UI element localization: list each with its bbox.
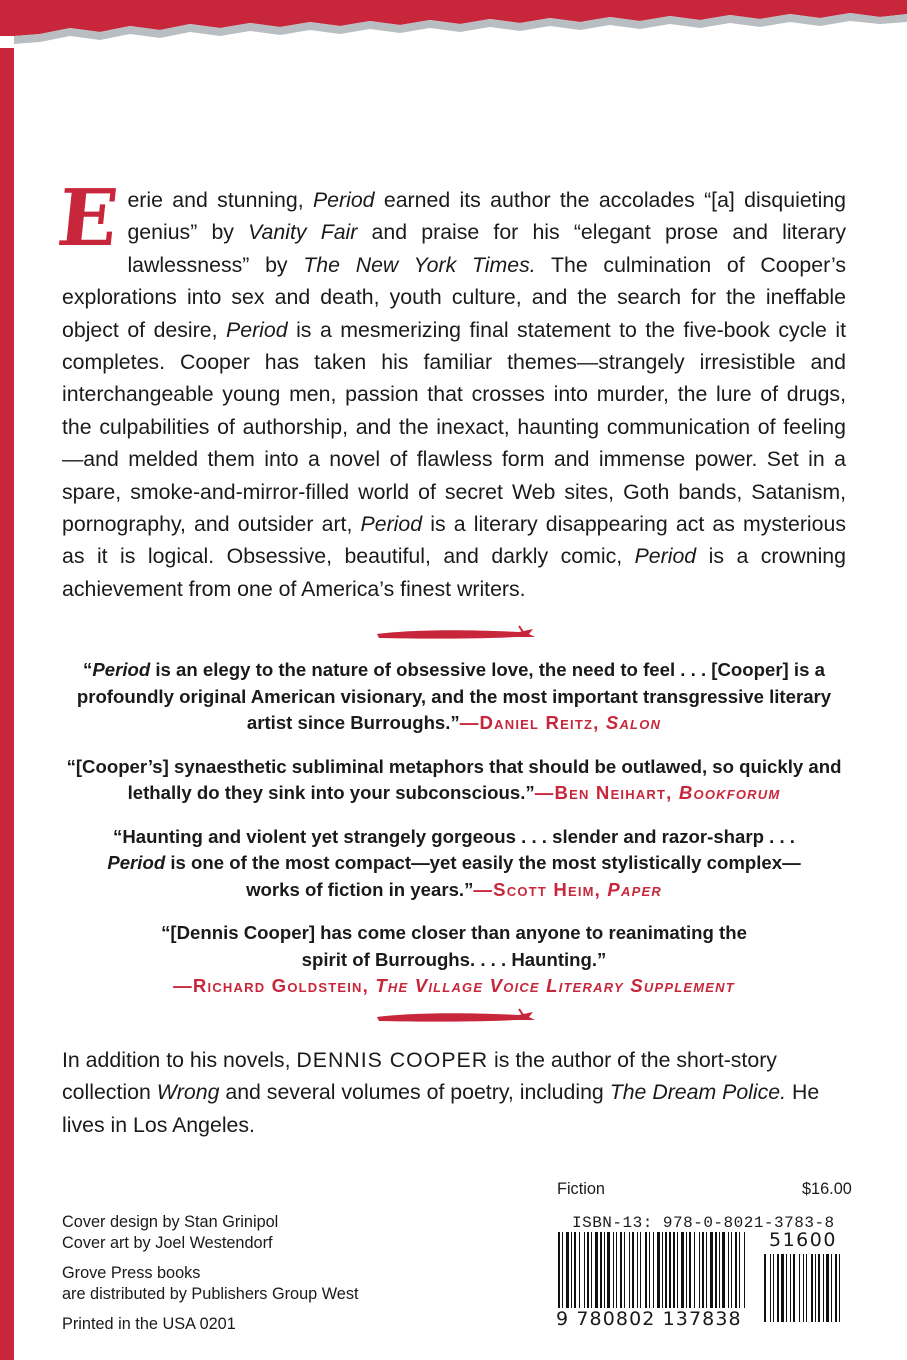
barcode-bar bbox=[715, 1232, 717, 1308]
barcode-bar bbox=[600, 1232, 602, 1308]
barcode-bar bbox=[616, 1232, 617, 1308]
price-barcode-bar bbox=[793, 1254, 795, 1322]
blurb-text: and praise for his “elegant prose and literary lawlessness” by bbox=[127, 220, 846, 277]
blurb-title: Period bbox=[360, 512, 423, 537]
barcode-bar bbox=[710, 1232, 713, 1308]
barcode-bar bbox=[681, 1232, 684, 1308]
reviewer-name: —Ben Neihart, bbox=[534, 782, 679, 804]
review-quote: “[Cooper’s] synaesthetic subliminal metaphors that should be outlawed, so quickly and lethally do they sink into your subconscious.”—Ben Neihart, Bookforum bbox=[66, 755, 842, 804]
barcode-bar bbox=[632, 1232, 634, 1308]
barcode-bar bbox=[595, 1232, 598, 1308]
blurb-publication: Vanity Fair bbox=[248, 220, 358, 245]
barcode-bar bbox=[629, 1232, 630, 1308]
category-label: Fiction bbox=[557, 1180, 605, 1198]
barcode-bar bbox=[579, 1232, 580, 1308]
review-quote: “Period is an elegy to the nature of obsessive love, the need to feel . . . [Cooper] is a profoundly original American visionary, and the most important transgressive literary artist since Burroughs.”—Daniel Reitz, Salon bbox=[76, 659, 832, 734]
torn-paper-top-edge bbox=[0, 0, 907, 48]
barcode-bar bbox=[591, 1232, 592, 1308]
distribution-note: Grove Press books are distributed by Publishers Group West bbox=[62, 1264, 359, 1303]
work-title: Wrong bbox=[156, 1080, 220, 1105]
barcode-bar bbox=[722, 1232, 725, 1308]
barcode-bar bbox=[558, 1232, 560, 1308]
barcode-bar bbox=[662, 1232, 663, 1308]
barcode-bar bbox=[686, 1232, 687, 1308]
price-barcode-bar bbox=[799, 1254, 800, 1322]
barcode-bar bbox=[694, 1232, 695, 1308]
barcode-bar bbox=[728, 1232, 729, 1308]
review-publication: Bookforum bbox=[678, 782, 781, 804]
review-quotes bbox=[62, 657, 846, 1000]
barcode-bar bbox=[607, 1232, 610, 1308]
price-barcode-bar bbox=[826, 1254, 829, 1322]
blurb-publication: The New York Times. bbox=[303, 252, 536, 277]
barcode-bar bbox=[637, 1232, 638, 1308]
barcode-bar bbox=[665, 1232, 667, 1308]
barcode-bar bbox=[669, 1232, 671, 1308]
barcode-bar bbox=[613, 1232, 614, 1308]
blurb-title: Period bbox=[634, 544, 697, 569]
price-barcode-bar bbox=[806, 1254, 807, 1322]
review-quote: “Haunting and violent yet strangely gorgeous . . . slender and razor-sharp . . . Period is one of the most compact—yet easily the most stylistically complex—works of fiction in years.”—Scott Heim, Paper bbox=[107, 825, 801, 900]
reviewer-name: —Daniel Reitz, bbox=[459, 712, 606, 734]
blurb-text: is a mesmerizing final statement to the five-book cycle it completes. Cooper has taken his familiar themes—strangely irresistible and interchangeable young men, passion that crosses into murder, the lure of drugs, the culpabilities of authorship, and the inexact, haunting communication of feeling—and melded them into a novel of flawless form and immense power. Set in a spare, smoke-and-mirror-filled world of secret Web sites, Goth bands, Satanism, pornography, and outsider art, bbox=[62, 317, 847, 537]
publisher-credits bbox=[62, 1212, 359, 1344]
blurb-text: is a crowning achievement from one of America’s finest writers. bbox=[62, 544, 846, 601]
book-description bbox=[53, 173, 847, 605]
review-quote: “[Dennis Cooper] has come closer than anyone to reanimating the spirit of Burroughs. . . . Haunting.” —Richard Goldstein, The Village Voice Literary Supplement bbox=[161, 922, 747, 997]
barcode-bar bbox=[719, 1232, 720, 1308]
barcode-bar bbox=[562, 1232, 563, 1308]
price-barcode-bar bbox=[835, 1254, 837, 1322]
left-red-border bbox=[0, 0, 14, 1360]
drop-cap-letter: E bbox=[53, 173, 123, 264]
isbn-label: ISBN-13: 978-0-8021-3783-8 bbox=[572, 1214, 835, 1232]
author-bio: In addition to his novels, DENNIS COOPER is the author of the short-story collection Wrong and several volumes of poetry, including The Dream Police. He lives in Los Angeles. bbox=[62, 1047, 820, 1137]
printing-note: Printed in the USA 0201 bbox=[62, 1315, 236, 1333]
price-barcode-bar bbox=[790, 1254, 791, 1322]
barcode-bar bbox=[604, 1232, 605, 1308]
review-publication: Paper bbox=[607, 878, 662, 900]
barcode-bar bbox=[574, 1232, 576, 1308]
price-barcode-bar bbox=[818, 1254, 820, 1322]
price-barcode-bar bbox=[839, 1254, 840, 1322]
blurb-text: is a literary disappearing act as mysterious as it is logical. Obsessive, beautiful, and darkly comic, bbox=[62, 512, 846, 569]
barcode-bar bbox=[677, 1232, 678, 1308]
price-barcode-bar bbox=[815, 1254, 816, 1322]
barcode-bar bbox=[640, 1232, 641, 1308]
barcode-bar bbox=[731, 1232, 732, 1308]
blurb-text: The culmination of Cooper’s explorations into sex and death, youth culture, and the search for the ineffable object of desire, bbox=[62, 252, 846, 342]
barcode-bar bbox=[571, 1232, 572, 1308]
price-barcode-bar bbox=[773, 1254, 774, 1322]
barcode-bar bbox=[735, 1232, 737, 1308]
price-label: $16.00 bbox=[802, 1180, 852, 1198]
barcode-bar bbox=[566, 1232, 569, 1308]
barcode-bar bbox=[744, 1232, 745, 1308]
barcode-bar bbox=[620, 1232, 622, 1308]
reviewer-name: —Scott Heim, bbox=[473, 878, 608, 900]
blurb-text: erie and stunning, bbox=[127, 188, 313, 212]
price-barcode-bar bbox=[786, 1254, 787, 1322]
blurb-title: Period bbox=[312, 188, 375, 212]
barcode-bar bbox=[584, 1232, 585, 1308]
cover-credits: Cover design by Stan Grinipol Cover art by Joel Westendorf bbox=[62, 1213, 279, 1252]
price-barcode-bar bbox=[811, 1254, 813, 1322]
barcode-bar bbox=[657, 1232, 660, 1308]
barcode-bar bbox=[706, 1232, 707, 1308]
blurb-title: Period bbox=[226, 317, 288, 342]
price-barcode-bar bbox=[831, 1254, 832, 1322]
barcode-bar bbox=[689, 1232, 691, 1308]
price-code-digits: 51600 bbox=[769, 1229, 837, 1251]
review-publication: Salon bbox=[605, 712, 662, 734]
reviewer-name: —Richard Goldstein, bbox=[173, 975, 376, 997]
author-name: DENNIS COOPER bbox=[296, 1047, 489, 1072]
barcode-bar bbox=[699, 1232, 700, 1308]
price-barcode-bar bbox=[777, 1254, 779, 1322]
barcode-bar bbox=[587, 1232, 589, 1308]
price-barcode-bar bbox=[823, 1254, 824, 1322]
red-brush-divider bbox=[369, 1006, 539, 1028]
barcode-bar bbox=[739, 1232, 740, 1308]
red-brush-divider bbox=[369, 623, 539, 645]
barcode-bar bbox=[702, 1232, 704, 1308]
back-cover-content bbox=[53, 173, 847, 1141]
price-barcode-bar bbox=[803, 1254, 804, 1322]
blurb-text: earned its author the accolades “[a] disquieting genius” by bbox=[127, 188, 847, 245]
barcode-bar bbox=[645, 1232, 647, 1308]
review-publication: The Village Voice Literary Supplement bbox=[375, 975, 735, 997]
barcode-bar bbox=[673, 1232, 675, 1308]
price-barcode-bar bbox=[764, 1254, 766, 1322]
price-barcode-bar bbox=[770, 1254, 771, 1322]
barcode-bar bbox=[624, 1232, 625, 1308]
barcode-digits: 9 780802 137838 bbox=[556, 1308, 742, 1330]
price-barcode-bar bbox=[781, 1254, 784, 1322]
barcode-bar bbox=[653, 1232, 654, 1308]
barcode-bar bbox=[649, 1232, 650, 1308]
work-title: The Dream Police. bbox=[609, 1080, 787, 1105]
